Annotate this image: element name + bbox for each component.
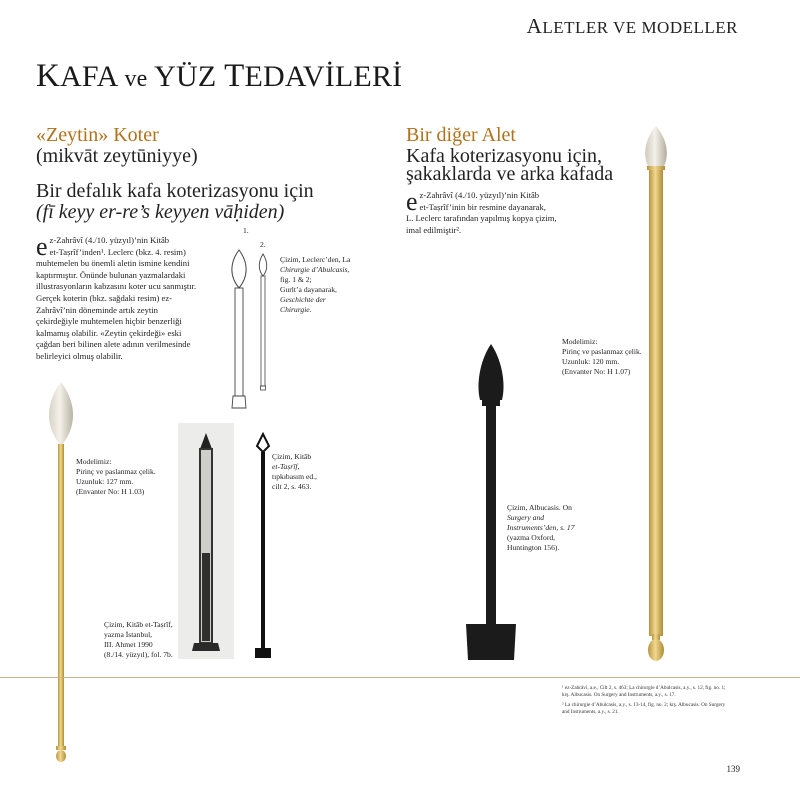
left-body-line: belirleyici olmuş olabilir. bbox=[36, 350, 123, 361]
right-model-photo bbox=[636, 122, 676, 668]
left-section-subtitle: (mikvāt zeytūniyye) bbox=[36, 145, 198, 167]
right-body-line: L. Leclerc tarafından yapılmış kopya çizim, bbox=[406, 213, 557, 224]
caption-left-model: Modelimiz: Pirinç ve paslanmaz çelik. Uzunluk: 127 mm. (Envanter No: H 1.03) bbox=[76, 457, 156, 496]
fig-label-1: 1. bbox=[243, 226, 249, 235]
footnote-rule bbox=[0, 677, 800, 678]
right-subtitle-line2: şakaklarda ve arka kafada bbox=[406, 163, 614, 185]
left-heading-line1: Bir defalık kafa koterizasyonu için bbox=[36, 180, 314, 202]
left-body-line: et-Taṣrîf’inden¹. Leclerc (bkz. 4. resim) bbox=[49, 246, 186, 257]
page-number: 139 bbox=[726, 764, 740, 774]
left-body-line: kalmamış olabilir. «Zeytin çekirdeği» eski bbox=[36, 327, 182, 338]
left-body-text bbox=[36, 232, 236, 363]
footnote-1: ¹ ez-Zahrâvî, a.e., Cilt 2, s. 463; La chirurgie d’Abulcasis, a.y., s. 12, fig. no. 1; krş. Albucasis. On Surgery and Instruments, a.y., s. 17. bbox=[562, 685, 726, 698]
right-body-text bbox=[406, 187, 606, 236]
left-heading-line2: (fī keyy er-re’s keyyen vāḥiden) bbox=[36, 201, 285, 223]
right-body-line: et-Taṣrîf’inin bir resmine dayanarak, bbox=[419, 201, 546, 212]
right-section-title: Bir diğer Alet bbox=[406, 124, 516, 146]
left-body-line: muhtemelen bu önemli aletin ismine kendini bbox=[36, 258, 190, 269]
right-body-line: imal edilmiştir². bbox=[406, 224, 462, 235]
left-body-line: çekirdeğiyle muhtemelen hiçbir benzerliği bbox=[36, 316, 182, 327]
page-title: KAFA ve YÜZ TEDAVİLERİ bbox=[36, 58, 403, 94]
footnotes bbox=[562, 685, 772, 716]
albucasis-drawing bbox=[462, 340, 520, 662]
left-model-photo bbox=[36, 378, 86, 768]
tasrif-drawing bbox=[252, 432, 274, 664]
caption-leclerc: Çizim, Leclerc’den, La Chirurgie d’Abulcasis, fig. 1 & 2; Gurlt’a dayanarak, Geschichte der Chirurgie. bbox=[280, 255, 351, 314]
caption-tasrif: Çizim, Kitāb et-Taṣrīf, tıpkıbasım ed., cilt 2, s. 463. bbox=[272, 452, 317, 491]
right-dropcap: e bbox=[406, 187, 418, 216]
caption-right-model: Modelimiz: Pirinç ve paslanmaz çelik. Uzunluk: 120 mm. (Envanter No: H 1.07) bbox=[562, 337, 642, 376]
left-body-line: illustrasyonların kabzasını koter ucu sanmıştır. bbox=[36, 281, 197, 292]
left-body-line: kaptırmıştır. Önünde bulunan yazmalardaki bbox=[36, 269, 186, 280]
footnote-2: ² La chirurgie d’Abulcasis, a.y., s. 13-14, fig. no. 2; krş. Albucasis. On Surgery and Instruments, a.y., s. 21. bbox=[562, 702, 726, 715]
left-body-line: z-Zahrâvî (4./10. yüzyıl)’nin Kitâb bbox=[49, 235, 170, 245]
right-subtitle-line1: Kafa koterizasyonu için, bbox=[406, 145, 603, 167]
leclerc-drawing bbox=[222, 236, 282, 416]
fig-label-2: 2. bbox=[260, 240, 266, 249]
left-body-line: Zahrâvî’nin döneminde artık zeytin bbox=[36, 304, 158, 315]
right-body-line: z-Zahrâvî (4./10. yüzyıl)’nin Kitâb bbox=[419, 190, 540, 200]
left-body-line: çağdan beri bilinen alete adının verilmesinde bbox=[36, 339, 191, 350]
left-body-line: Gerçek koterin (bkz. sağdaki resim) ez- bbox=[36, 292, 173, 303]
left-section-title: «Zeytin» Koter bbox=[36, 124, 159, 146]
left-dropcap: e bbox=[36, 232, 48, 261]
caption-albucasis: Çizim, Albucasis. On Surgery and Instruments’den, s. 17 (yazma Oxford, Huntington 156). bbox=[507, 503, 575, 552]
caption-istanbul: Çizim, Kitāb et-Taṣrīf, yazma İstanbul, III. Ahmet 1990 (8./14. yüzyıl), fol. 7b. bbox=[104, 620, 173, 659]
running-header: ALETLER VE MODELLER bbox=[526, 14, 738, 38]
